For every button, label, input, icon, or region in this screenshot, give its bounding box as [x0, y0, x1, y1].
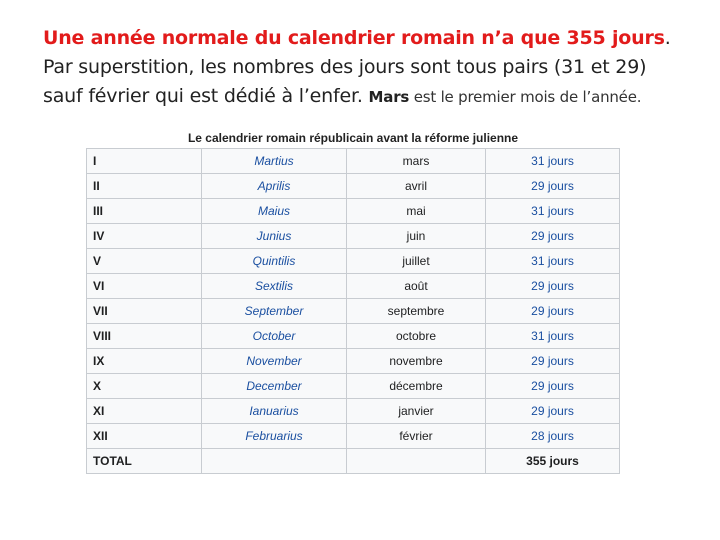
intro-line-3 [43, 82, 713, 112]
day-count: 31 jours [486, 149, 620, 174]
french-name: septembre [347, 299, 486, 324]
day-count: 29 jours [486, 274, 620, 299]
day-count: 31 jours [486, 199, 620, 224]
table-row [87, 399, 620, 424]
intro-line-2: Par superstition, les nombres des jours sont tous pairs (31 et 29) [43, 56, 647, 78]
french-name: août [347, 274, 486, 299]
french-name: juillet [347, 249, 486, 274]
month-number: IV [87, 224, 202, 249]
french-name: décembre [347, 374, 486, 399]
french-name: février [347, 424, 486, 449]
table-row [87, 274, 620, 299]
french-name: octobre [347, 324, 486, 349]
intro-highlight: Une année normale du calendrier romain n’a que 355 jours [43, 27, 665, 49]
month-number: XII [87, 424, 202, 449]
day-count: 28 jours [486, 424, 620, 449]
table-row [87, 349, 620, 374]
day-count: 29 jours [486, 349, 620, 374]
day-count: 29 jours [486, 224, 620, 249]
intro-text [43, 24, 713, 112]
day-count: 31 jours [486, 324, 620, 349]
day-count: 29 jours [486, 299, 620, 324]
french-name: janvier [347, 399, 486, 424]
table-row [87, 149, 620, 174]
table-row [87, 174, 620, 199]
month-number: VIII [87, 324, 202, 349]
table-row [87, 424, 620, 449]
total-label: TOTAL [87, 449, 202, 474]
day-count: 29 jours [486, 174, 620, 199]
table-row [87, 324, 620, 349]
latin-name: September [202, 299, 347, 324]
month-number: XI [87, 399, 202, 424]
intro-line-1-end: . [664, 27, 671, 49]
latin-name: Sextilis [202, 274, 347, 299]
latin-name: Maius [202, 199, 347, 224]
latin-name: Ianuarius [202, 399, 347, 424]
latin-name: November [202, 349, 347, 374]
month-number: I [87, 149, 202, 174]
total-row [87, 449, 620, 474]
table-row [87, 249, 620, 274]
latin-name: October [202, 324, 347, 349]
latin-name: Martius [202, 149, 347, 174]
empty-cell [347, 449, 486, 474]
french-name: novembre [347, 349, 486, 374]
latin-name: Junius [202, 224, 347, 249]
table-caption: Le calendrier romain républicain avant la réforme julienne [187, 131, 519, 145]
intro-line-1 [43, 24, 713, 53]
day-count: 29 jours [486, 399, 620, 424]
month-number: III [87, 199, 202, 224]
intro-line-3-end: est le premier mois de l’année. [409, 88, 642, 106]
month-number: V [87, 249, 202, 274]
total-days: 355 jours [486, 449, 620, 474]
latin-name: Aprilis [202, 174, 347, 199]
table-row [87, 374, 620, 399]
intro-mars: Mars [368, 88, 410, 106]
latin-name: Februarius [202, 424, 347, 449]
month-number: VII [87, 299, 202, 324]
french-name: avril [347, 174, 486, 199]
month-number: VI [87, 274, 202, 299]
latin-name: December [202, 374, 347, 399]
day-count: 31 jours [486, 249, 620, 274]
table-row [87, 299, 620, 324]
intro-line-3-start: sauf février qui est dédié à l’enfer. [43, 85, 369, 107]
french-name: mai [347, 199, 486, 224]
empty-cell [202, 449, 347, 474]
calendar-table [86, 148, 620, 474]
table-row [87, 199, 620, 224]
month-number: IX [87, 349, 202, 374]
day-count: 29 jours [486, 374, 620, 399]
french-name: juin [347, 224, 486, 249]
month-number: X [87, 374, 202, 399]
month-number: II [87, 174, 202, 199]
table-row [87, 224, 620, 249]
french-name: mars [347, 149, 486, 174]
latin-name: Quintilis [202, 249, 347, 274]
